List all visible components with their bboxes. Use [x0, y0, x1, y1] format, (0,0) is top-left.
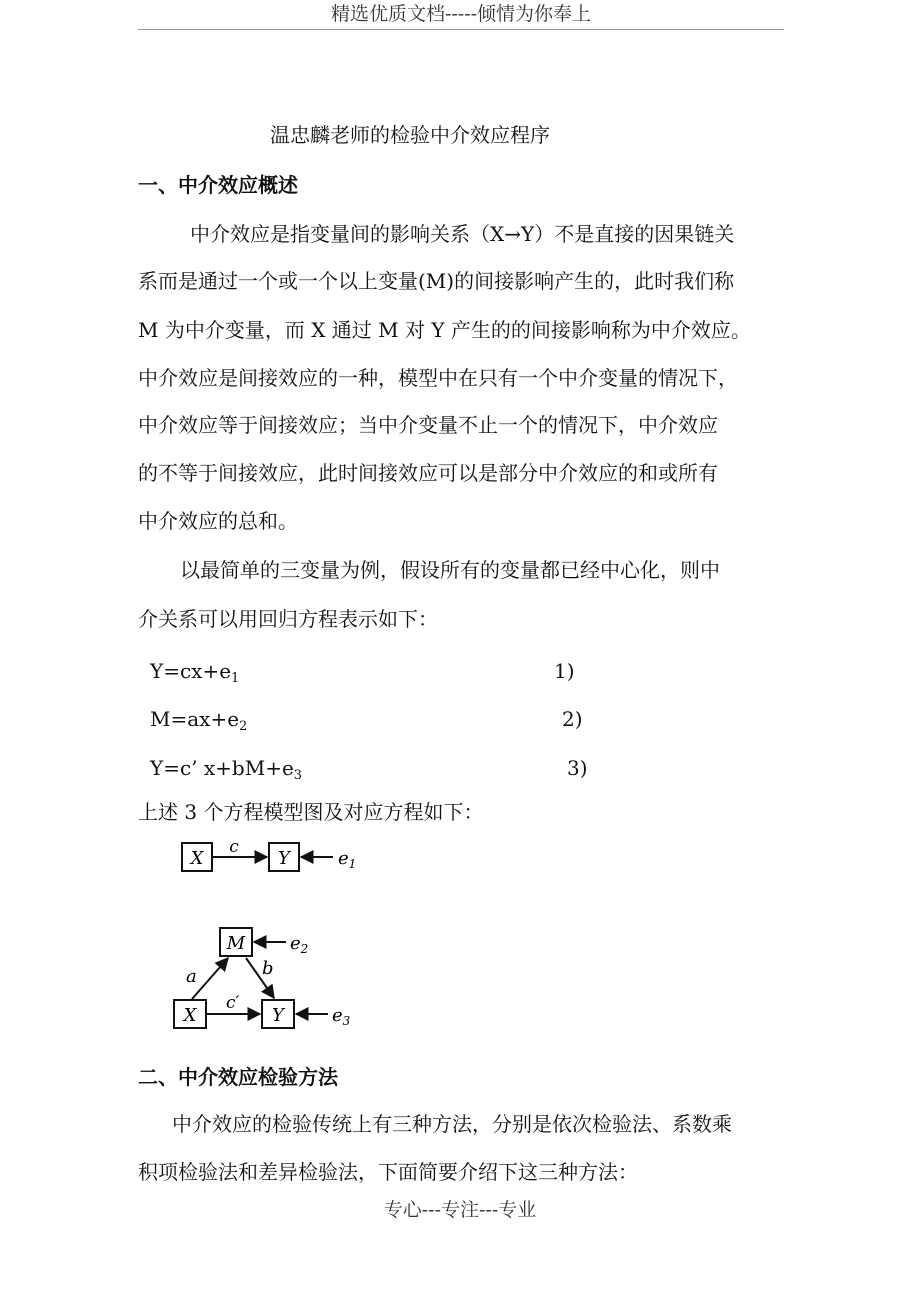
- mediation-diagram: [150, 920, 380, 1035]
- path-a-label: a: [186, 966, 197, 987]
- page-footer: 专心---专注---专业: [383, 1199, 537, 1221]
- paragraph-line: M 为中介变量，而 X 通过 M 对 Y 产生的的间接影响称为中介效应。: [138, 318, 751, 342]
- error-e2-label: $e_2$: [290, 933, 309, 956]
- paragraph-line: 中介效应是指变量间的影响关系（X→Y）不是直接的因果链关: [190, 222, 735, 246]
- section-heading-methods: 二、中介效应检验方法: [138, 1065, 338, 1089]
- equation-1: $Y=cx+e_1$: [150, 659, 240, 686]
- node-x-label: X: [190, 848, 204, 869]
- equation-2: $M=ax+e_2$: [150, 707, 248, 734]
- paragraph-line: 中介效应是间接效应的一种，模型中在只有一个中介变量的情况下，: [138, 366, 738, 390]
- path-c-label: c: [229, 837, 239, 857]
- node-x-label: X: [183, 1005, 197, 1026]
- paragraph-line: 中介效应等于间接效应；当中介变量不止一个的情况下，中介效应: [138, 413, 718, 437]
- path-b-label: b: [262, 958, 274, 979]
- path-a-arrow: [192, 958, 228, 999]
- error-e1-label: $e_1$: [338, 848, 357, 871]
- node-y-label: Y: [272, 1005, 284, 1026]
- paragraph-line: 介关系可以用回归方程表示如下：: [138, 607, 438, 631]
- equation-number: 3): [567, 756, 588, 780]
- paragraph-line: 积项检验法和差异检验法，下面简要介绍下这三种方法：: [138, 1160, 638, 1184]
- paragraph-line: 中介效应的总和。: [138, 509, 298, 533]
- equation-number: 2): [562, 707, 583, 731]
- paragraph-line: 中介效应的检验传统上有三种方法，分别是依次检验法、系数乘: [172, 1112, 732, 1136]
- path-c-prime-label: c′: [226, 993, 240, 1013]
- section-heading-overview: 一、中介效应概述: [138, 173, 298, 197]
- paragraph-line: 系而是通过一个或一个以上变量(M)的间接影响产生的，此时我们称: [138, 269, 735, 293]
- equation-number: 1): [554, 659, 575, 683]
- page-header: 精选优质文档-----倾情为你奉上: [138, 0, 784, 30]
- error-e3-label: $e_3$: [332, 1005, 351, 1028]
- equation-3: Y=c’ $x+bM+e_3$: [150, 756, 303, 783]
- diagram-intro: 上述 3 个方程模型图及对应方程如下：: [138, 800, 484, 824]
- node-y-label: Y: [278, 848, 290, 869]
- document-title: 温忠麟老师的检验中介效应程序: [270, 123, 550, 147]
- paragraph-line: 的不等于间接效应，此时间接效应可以是部分中介效应的和或所有: [138, 461, 718, 485]
- node-m-label: M: [226, 933, 246, 954]
- direct-effect-diagram: [150, 835, 380, 885]
- paragraph-line: 以最简单的三变量为例，假设所有的变量都已经中心化，则中: [180, 558, 720, 582]
